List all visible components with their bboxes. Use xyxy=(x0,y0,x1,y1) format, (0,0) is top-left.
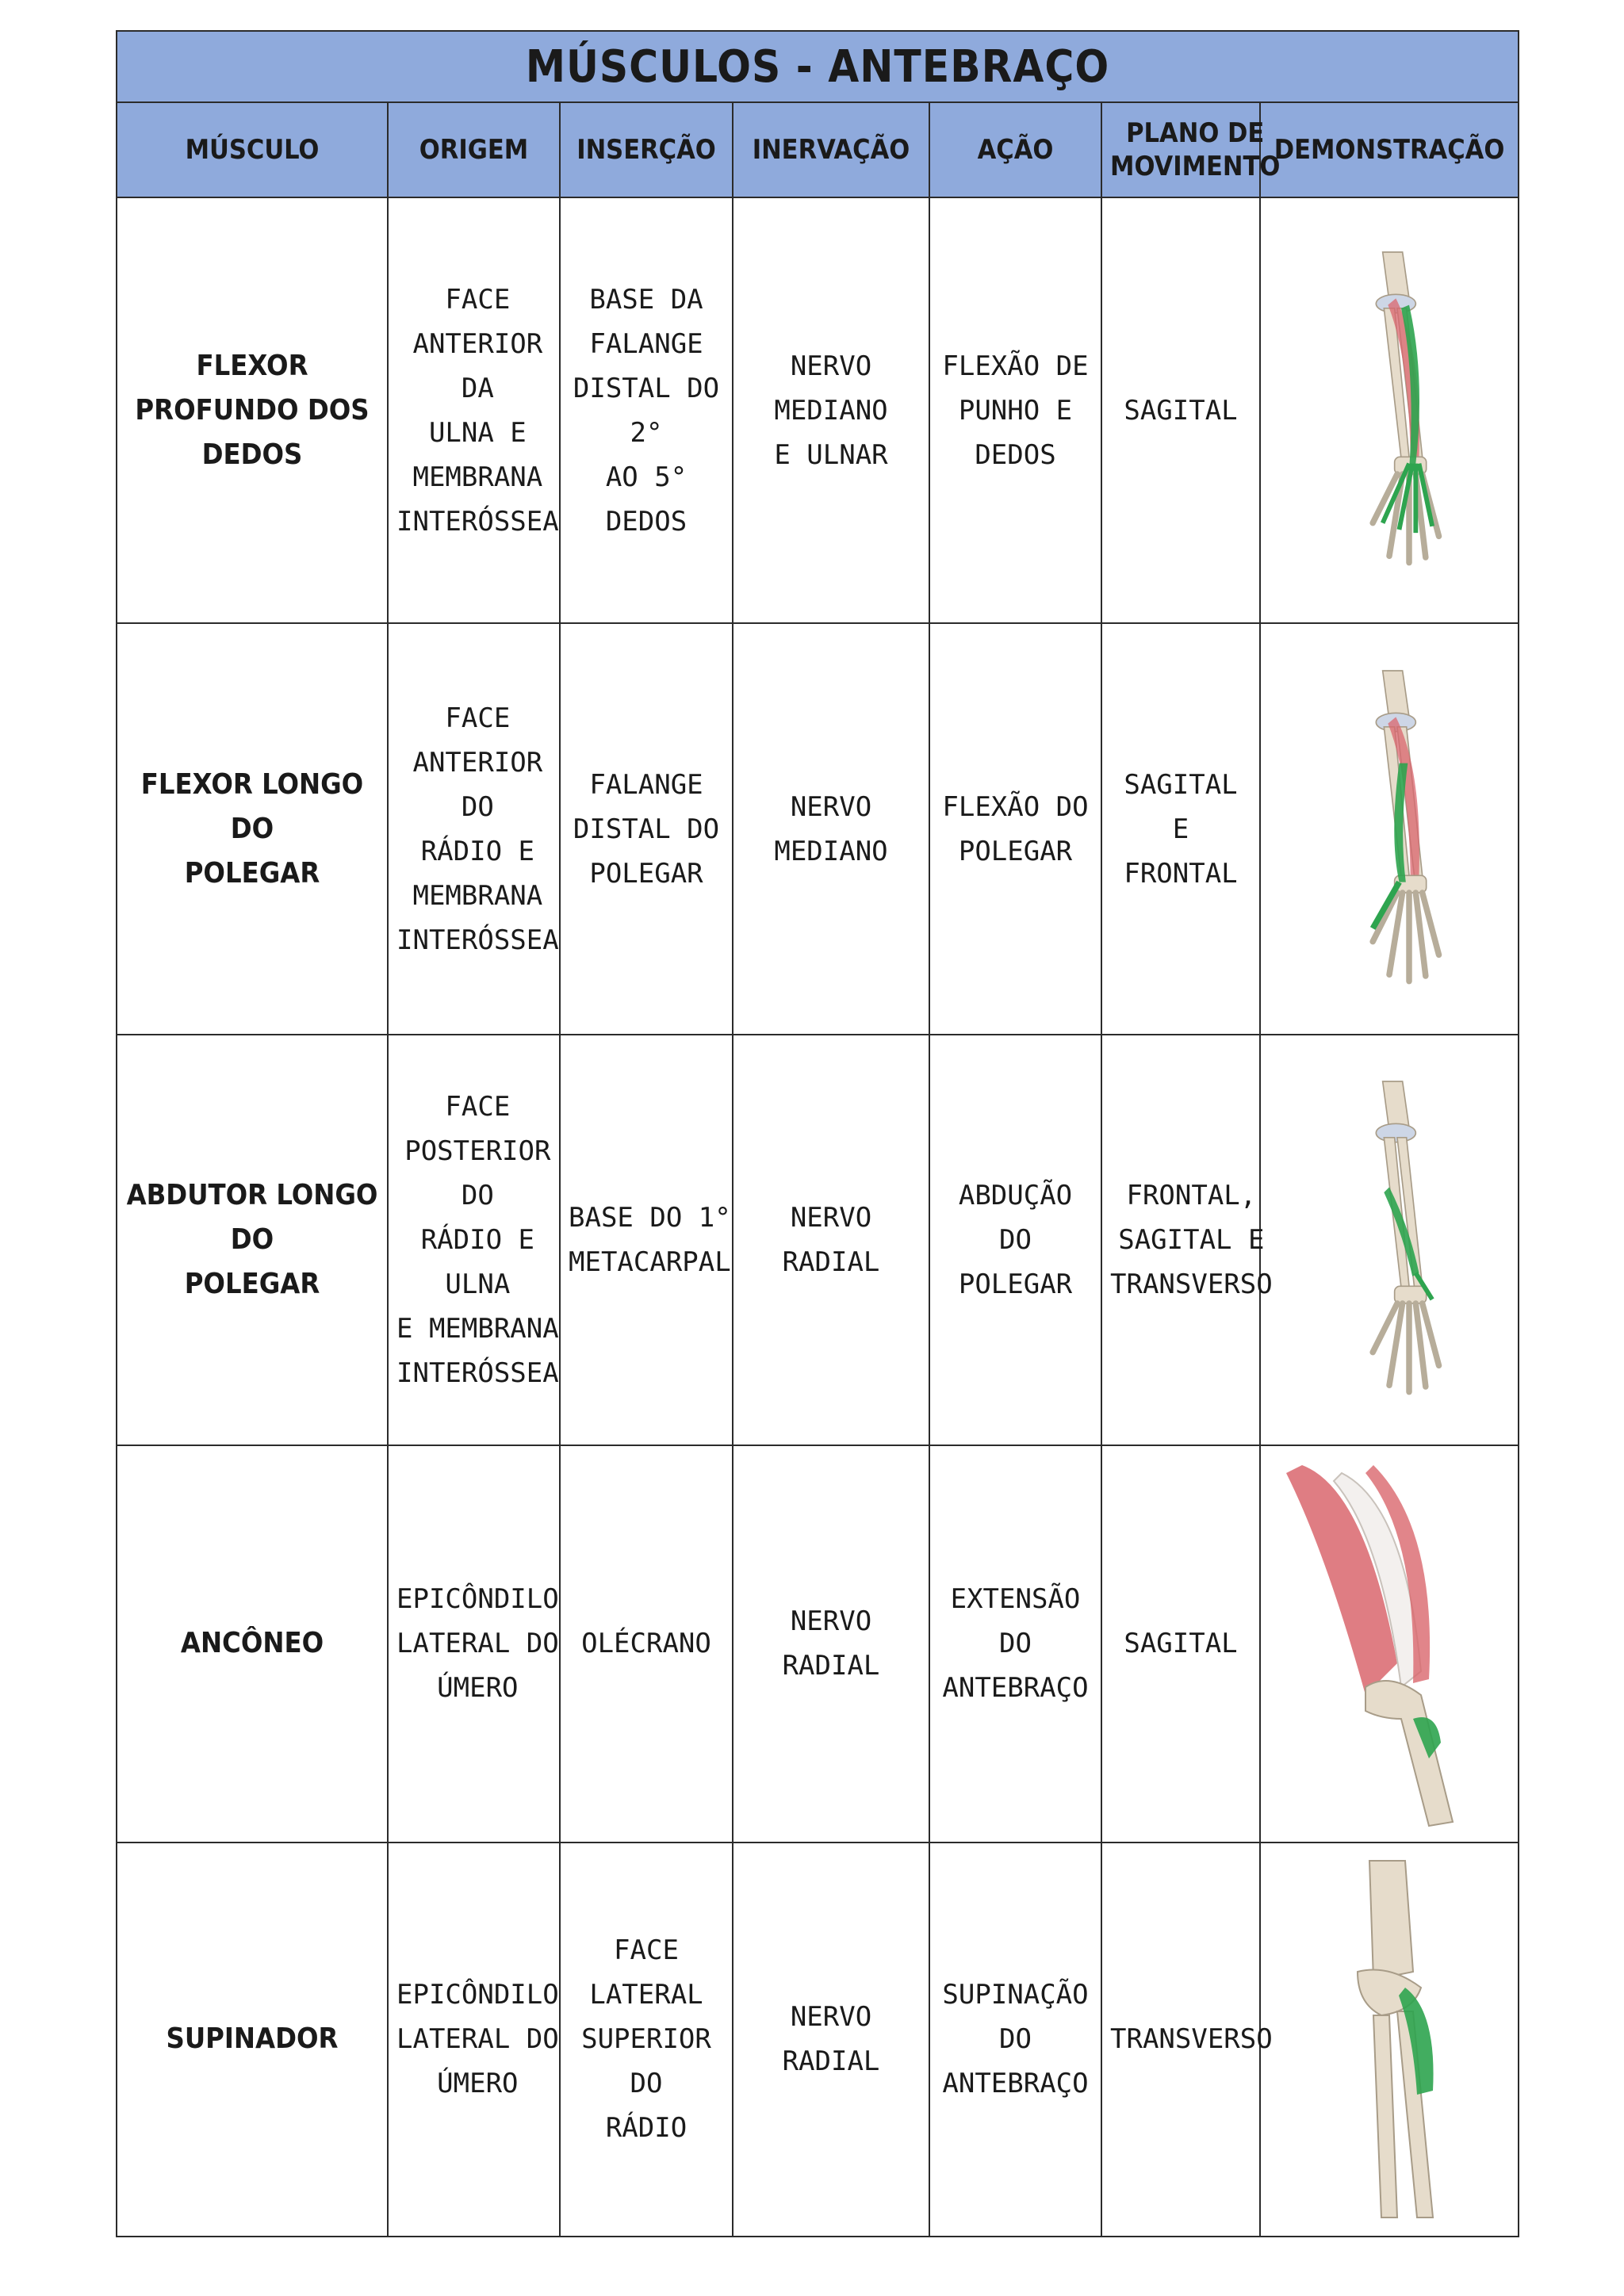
header-musculo: MÚSCULO xyxy=(117,102,388,197)
table-row xyxy=(117,623,1519,1034)
header-demonstracao: DEMONSTRAÇÃO xyxy=(1260,102,1519,197)
forearm-illustration-icon xyxy=(1310,631,1469,1027)
cell-inervacao: NERVO MEDIANO E ULNAR xyxy=(733,197,929,623)
cell-insercao: FALANGE DISTAL DO POLEGAR xyxy=(560,623,733,1034)
cell-acao: FLEXÃO DO POLEGAR xyxy=(929,623,1101,1034)
cell-insercao: FACE LATERAL SUPERIOR DO RÁDIO xyxy=(560,1843,733,2237)
cell-insercao: BASE DA FALANGE DISTAL DO 2° AO 5° DEDOS xyxy=(560,197,733,623)
forearm-illustration-icon xyxy=(1310,212,1469,609)
elbow-illustration-icon xyxy=(1270,1457,1508,1830)
cell-plano: SAGITAL E FRONTAL xyxy=(1101,623,1260,1034)
cell-demonstracao xyxy=(1260,197,1519,623)
cell-origem: FACE ANTERIOR DO RÁDIO E MEMBRANA INTERÓSSEA xyxy=(388,623,560,1034)
cell-demonstracao xyxy=(1260,1445,1519,1842)
cell-origem: EPICÔNDILO LATERAL DO ÚMERO xyxy=(388,1843,560,2237)
cell-acao: EXTENSÃO DO ANTEBRAÇO xyxy=(929,1445,1101,1842)
muscle-table xyxy=(116,30,1519,2237)
page-title: MÚSCULOS - ANTEBRAÇO xyxy=(117,31,1519,102)
cell-demonstracao xyxy=(1260,1035,1519,1445)
cell-acao: SUPINAÇÃO DO ANTEBRAÇO xyxy=(929,1843,1101,2237)
cell-plano: SAGITAL xyxy=(1101,1445,1260,1842)
elbow-illustration-icon xyxy=(1294,1853,1484,2225)
cell-origem: FACE ANTERIOR DA ULNA E MEMBRANA INTERÓSSEA xyxy=(388,197,560,623)
header-plano: PLANO DE MOVIMENTO xyxy=(1101,102,1260,197)
header-insercao: INSERÇÃO xyxy=(560,102,733,197)
forearm-illustration-icon xyxy=(1310,1042,1469,1438)
table-row xyxy=(117,1843,1519,2237)
cell-plano: FRONTAL, SAGITAL E TRANSVERSO xyxy=(1101,1035,1260,1445)
title-row xyxy=(117,31,1519,102)
cell-plano: TRANSVERSO xyxy=(1101,1843,1260,2237)
table-row xyxy=(117,1035,1519,1445)
table-row xyxy=(117,197,1519,623)
cell-musculo: FLEXOR LONGO DO POLEGAR xyxy=(117,623,388,1034)
cell-origem: FACE POSTERIOR DO RÁDIO E ULNA E MEMBRANA INTERÓSSEA xyxy=(388,1035,560,1445)
cell-acao: ABDUÇÃO DO POLEGAR xyxy=(929,1035,1101,1445)
cell-demonstracao xyxy=(1260,1843,1519,2237)
header-origem: ORIGEM xyxy=(388,102,560,197)
cell-plano: SAGITAL xyxy=(1101,197,1260,623)
cell-inervacao: NERVO RADIAL xyxy=(733,1843,929,2237)
cell-inervacao: NERVO RADIAL xyxy=(733,1445,929,1842)
cell-musculo: ANCÔNEO xyxy=(117,1445,388,1842)
table-row xyxy=(117,1445,1519,1842)
cell-inervacao: NERVO MEDIANO xyxy=(733,623,929,1034)
cell-demonstracao xyxy=(1260,623,1519,1034)
cell-origem: EPICÔNDILO LATERAL DO ÚMERO xyxy=(388,1445,560,1842)
cell-musculo: SUPINADOR xyxy=(117,1843,388,2237)
header-row xyxy=(117,102,1519,197)
cell-insercao: BASE DO 1° METACARPAL xyxy=(560,1035,733,1445)
cell-musculo: FLEXOR PROFUNDO DOS DEDOS xyxy=(117,197,388,623)
cell-acao: FLEXÃO DE PUNHO E DEDOS xyxy=(929,197,1101,623)
cell-insercao: OLÉCRANO xyxy=(560,1445,733,1842)
header-acao: AÇÃO xyxy=(929,102,1101,197)
cell-musculo: ABDUTOR LONGO DO POLEGAR xyxy=(117,1035,388,1445)
cell-inervacao: NERVO RADIAL xyxy=(733,1035,929,1445)
header-inervacao: INERVAÇÃO xyxy=(733,102,929,197)
